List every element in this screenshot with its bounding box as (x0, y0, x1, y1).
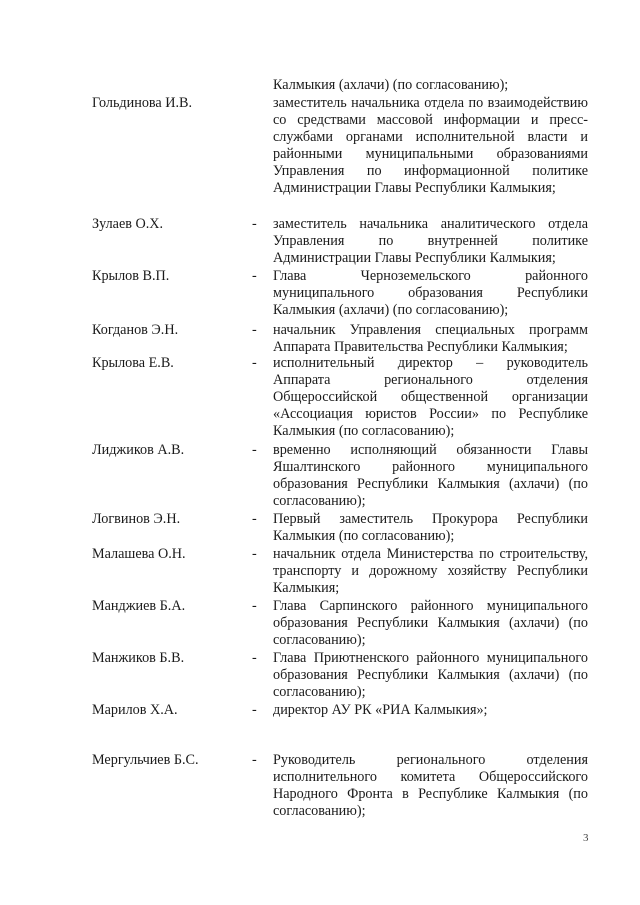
member-dash: - (252, 650, 257, 666)
member-position: Глава Черноземельского районного муниципального образования Республики Калмыкия (ахлачи) (по согласованию); (273, 268, 588, 319)
member-position: исполнительный директор – руководитель Аппарата регионального отделения Общероссийской общественной организации «Ассоциация юристов России» по Республике Калмыкия (по согласованию); (273, 355, 588, 440)
member-name: Мергульчиев Б.С. (92, 752, 199, 768)
member-position: Первый заместитель Прокурора Республики Калмыкия (по согласованию); (273, 511, 588, 545)
member-position: начальник Управления специальных программ Аппарата Правительства Республики Калмыкия; (273, 322, 588, 356)
member-position: заместитель начальника аналитического отдела Управления по внутренней политике Администрации Главы Республики Калмыкия; (273, 216, 588, 267)
member-dash: - (252, 442, 257, 458)
member-position: директор АУ РК «РИА Калмыкия»; (273, 702, 488, 718)
member-name: Марилов Х.А. (92, 702, 178, 718)
member-position: Глава Приютненского районного муниципального образования Республики Калмыкия (ахлачи) (по согласованию); (273, 650, 588, 701)
member-dash: - (252, 598, 257, 614)
member-name: Малашева О.Н. (92, 546, 186, 562)
member-name: Манджиев Б.А. (92, 598, 186, 614)
member-dash: - (252, 322, 257, 338)
member-dash: - (252, 216, 257, 232)
member-name: Зулаев О.Х. (92, 216, 164, 232)
member-dash: - (252, 546, 257, 562)
member-position: Глава Сарпинского районного муниципального образования Республики Калмыкия (ахлачи) (по согласованию); (273, 598, 588, 649)
member-dash: - (252, 752, 257, 768)
member-name: Логвинов Э.Н. (92, 511, 181, 527)
member-name: Гольдинова И.В. (92, 95, 193, 111)
member-dash: - (252, 511, 257, 527)
page-number: 3 (583, 832, 589, 844)
member-name: Когданов Э.Н. (92, 322, 179, 338)
member-position: начальник отдела Министерства по строительству, транспорту и дорожному хозяйству Республики Калмыкия; (273, 546, 588, 597)
member-dash: - (252, 355, 257, 371)
member-name: Крылова Е.В. (92, 355, 174, 371)
member-position: Руководитель регионального отделения исполнительного комитета Общероссийского Народного Фронта в Республике Калмыкия (по согласованию); (273, 752, 588, 820)
member-dash: - (252, 268, 257, 284)
member-name: Крылов В.П. (92, 268, 170, 284)
member-dash: - (252, 702, 257, 718)
member-name: Манжиков Б.В. (92, 650, 185, 666)
member-position: заместитель начальника отдела по взаимодействию со средствами массовой информации и пресс-службами органами исполнительной власти и районными муниципальными образованиями Управления по информационной политике Администрации Главы Республики Калмыкия; (273, 95, 588, 197)
member-position: временно исполняющий обязанности Главы Яшалтинского районного муниципального образования Республики Калмыкия (ахлачи) (по согласованию); (273, 442, 588, 510)
member-name: Лиджиков А.В. (92, 442, 185, 458)
continuation-text: Калмыкия (ахлачи) (по согласованию); (273, 77, 509, 93)
